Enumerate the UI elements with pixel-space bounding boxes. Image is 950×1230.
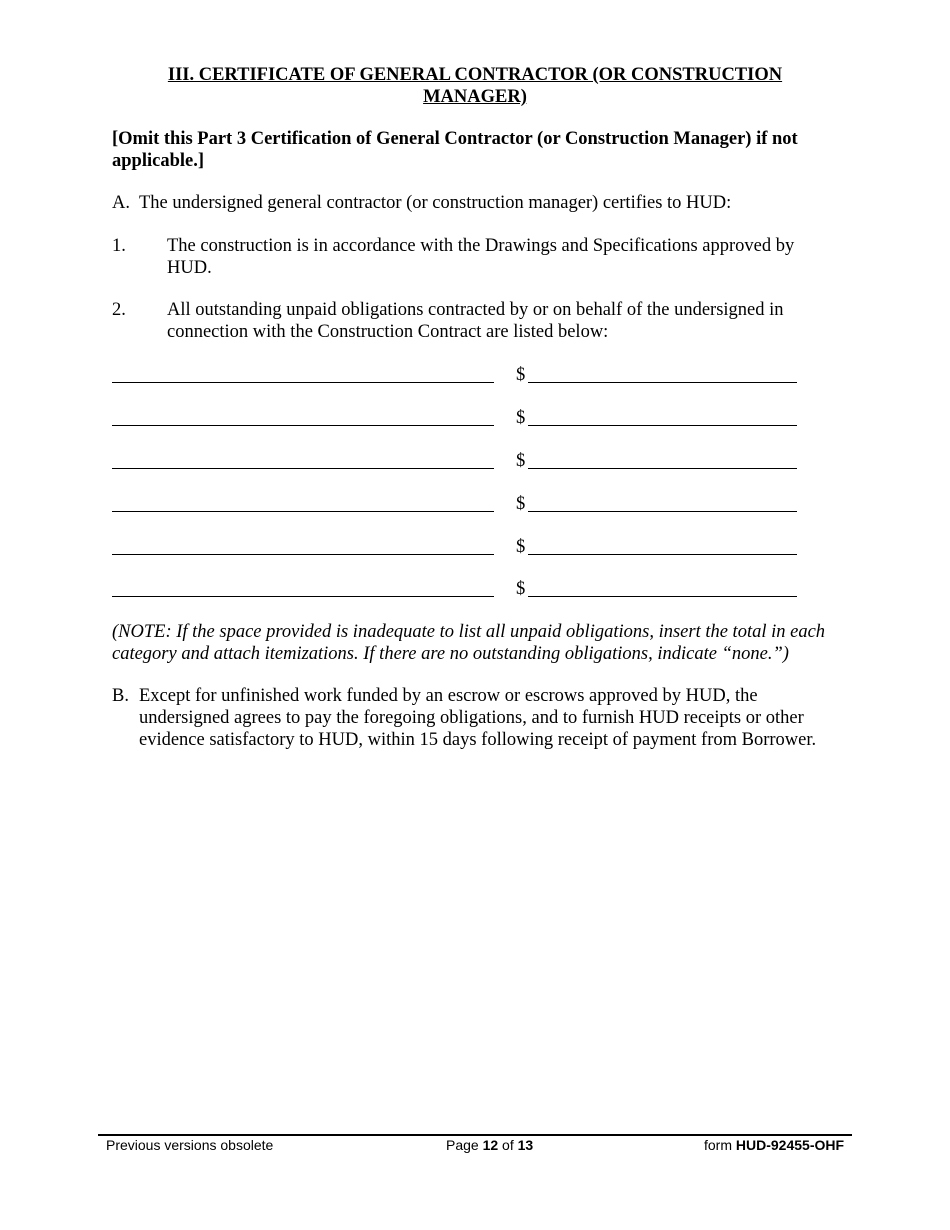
- footer-form-number: [704, 1137, 844, 1153]
- obligation-row: [112, 493, 802, 517]
- obligation-amount-field[interactable]: [528, 382, 797, 383]
- obligation-amount-field[interactable]: [528, 511, 797, 512]
- obligation-amount-field[interactable]: [528, 554, 797, 555]
- obligation-row: [112, 364, 802, 388]
- footer-divider: [98, 1134, 852, 1136]
- obligation-description-field[interactable]: [112, 596, 494, 597]
- obligation-description-field[interactable]: [112, 554, 494, 555]
- part-b-text: [139, 685, 849, 751]
- part-b-line-3: evidence satisfactory to HUD, within 15 days following receipt of payment from Borrower.: [139, 730, 817, 750]
- part-b-line-2: undersigned agrees to pay the foregoing obligations, and to furnish HUD receipts or other: [139, 708, 804, 728]
- dollar-sign: $: [516, 579, 526, 599]
- form-prefix: form: [704, 1137, 736, 1153]
- obligation-description-field[interactable]: [112, 382, 494, 383]
- obligation-row: [112, 536, 802, 560]
- obligation-description-field[interactable]: [112, 468, 494, 469]
- section-title-line-1: III. CERTIFICATE OF GENERAL CONTRACTOR (OR CONSTRUCTION: [167, 65, 783, 85]
- part-b-label: B.: [112, 686, 129, 706]
- item-2-text: [167, 299, 847, 343]
- obligation-row: [112, 450, 802, 474]
- item-2-line-1: All outstanding unpaid obligations contracted by or on behalf of the undersigned in: [167, 300, 784, 320]
- obligation-amount-field[interactable]: [528, 596, 797, 597]
- dollar-sign: $: [516, 408, 526, 428]
- obligation-amount-field[interactable]: [528, 425, 797, 426]
- page-prefix: Page: [446, 1137, 483, 1153]
- item-1-line-1: The construction is in accordance with the Drawings and Specifications approved by: [167, 236, 795, 256]
- item-1-text: [167, 235, 847, 279]
- obligation-amount-field[interactable]: [528, 468, 797, 469]
- item-2-line-2: connection with the Construction Contract are listed below:: [167, 322, 609, 342]
- page-total: 13: [517, 1137, 534, 1153]
- note-line-2: category and attach itemizations. If there are no outstanding obligations, indicate “none.”): [112, 644, 789, 664]
- note-line-1: (NOTE: If the space provided is inadequate to list all unpaid obligations, insert the total in each: [112, 622, 826, 642]
- item-1-line-2: HUD.: [167, 258, 212, 278]
- obligations-note: [112, 621, 852, 665]
- footer-obsolete-note: Previous versions obsolete: [106, 1137, 274, 1153]
- item-1-number: 1.: [112, 236, 126, 256]
- obligation-row: [112, 578, 802, 602]
- section-title: [112, 64, 838, 108]
- page-current: 12: [482, 1137, 499, 1153]
- part-a-label: A.: [112, 193, 130, 213]
- omit-instruction: [Omit this Part 3 Certification of General Contractor (or Construction Manager) if not applicable.]: [112, 129, 798, 171]
- page-of: of: [498, 1137, 518, 1153]
- footer-page-number: [446, 1137, 533, 1153]
- dollar-sign: $: [516, 365, 526, 385]
- dollar-sign: $: [516, 451, 526, 471]
- form-number: HUD-92455-OHF: [735, 1137, 845, 1153]
- item-2-number: 2.: [112, 300, 126, 320]
- dollar-sign: $: [516, 537, 526, 557]
- section-title-line-2: MANAGER): [423, 87, 527, 107]
- obligation-row: [112, 407, 802, 431]
- dollar-sign: $: [516, 494, 526, 514]
- part-b-line-1: Except for unfinished work funded by an escrow or escrows approved by HUD, the: [139, 686, 758, 706]
- obligation-description-field[interactable]: [112, 425, 494, 426]
- obligation-description-field[interactable]: [112, 511, 494, 512]
- part-a-text: The undersigned general contractor (or construction manager) certifies to HUD:: [139, 193, 732, 213]
